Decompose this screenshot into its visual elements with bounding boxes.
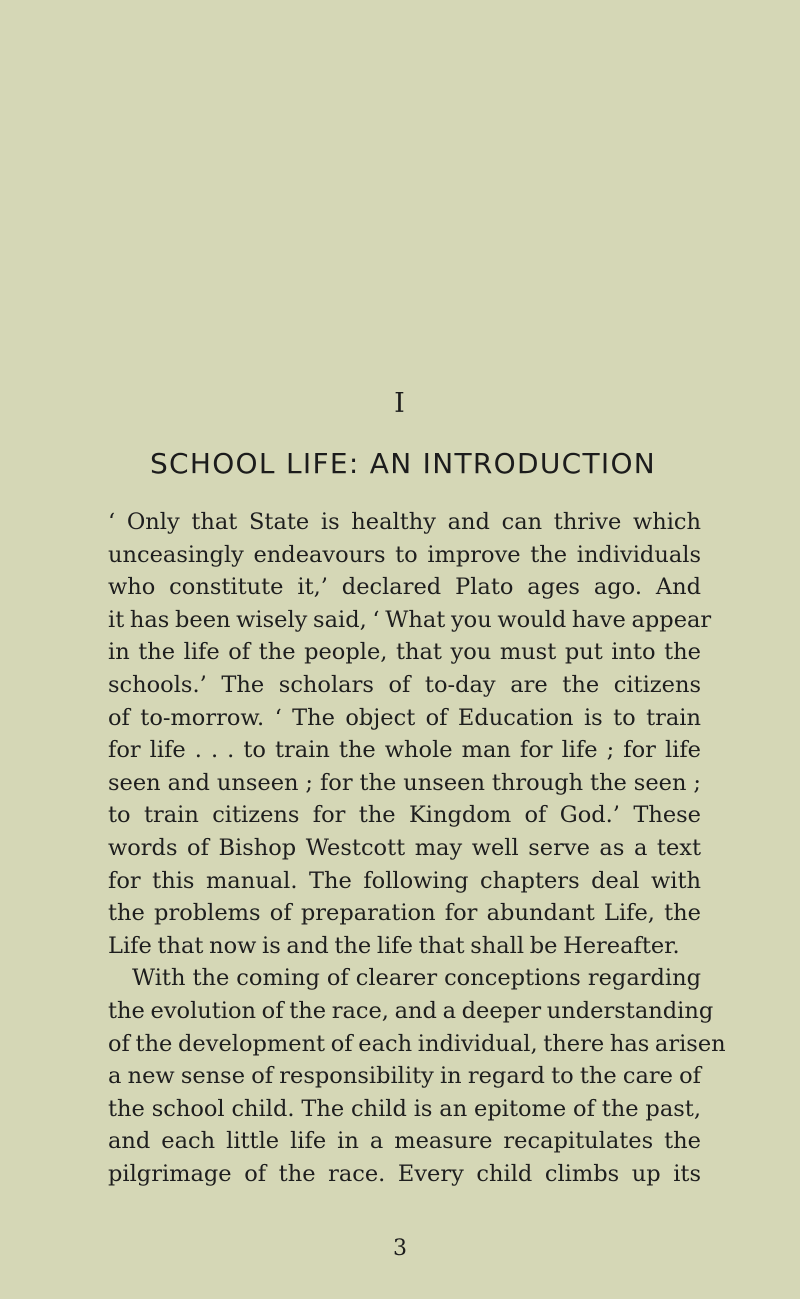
text-line: the evolution of the race, and a deeper understanding	[108, 997, 714, 1024]
text-line: the problems of preparation for abundant Life, the	[108, 900, 701, 927]
chapter-number: I	[394, 388, 406, 419]
text-line: ‘ Only that State is healthy and can thrive which	[108, 509, 701, 535]
text-line: it has been wisely said, ‘ What you would have appear	[108, 606, 712, 633]
text-line: for this manual. The following chapters deal with	[108, 867, 701, 894]
page-number: 3	[393, 1236, 407, 1261]
text-line: unceasingly endeavours to improve the individuals	[108, 541, 701, 568]
text-line: seen and unseen ; for the unseen through the seen ;	[108, 769, 701, 796]
text-line: of to-morrow. ‘ The object of Education is to train	[108, 704, 701, 731]
text-line: Life that now is and the life that shall be Hereafter.	[108, 932, 680, 959]
body-text	[108, 506, 726, 1190]
text-line: a new sense of responsibility in regard to the care of	[108, 1063, 701, 1090]
text-line: pilgrimage of the race. Every child climbs up its	[108, 1160, 701, 1187]
text-line: With the coming of clearer conceptions regarding	[132, 965, 701, 992]
text-line: who constitute it,’ declared Plato ages ago. And	[108, 574, 701, 601]
text-line: words of Bishop Westcott may well serve as a text	[108, 834, 701, 861]
text-line: for life . . . to train the whole man for life ; for life	[108, 737, 701, 764]
text-line: and each little life in a measure recapitulates the	[108, 1128, 701, 1155]
text-line: in the life of the people, that you must put into the	[108, 639, 701, 666]
chapter-title: SCHOOL LIFE: AN INTRODUCTION	[149, 447, 657, 480]
text-line: schools.’ The scholars of to-day are the citizens	[108, 671, 701, 698]
text-line: to train citizens for the Kingdom of God.’ These	[108, 802, 701, 829]
text-line: the school child. The child is an epitome of the past,	[108, 1095, 701, 1122]
text-line: of the development of each individual, there has arisen	[108, 1030, 726, 1057]
